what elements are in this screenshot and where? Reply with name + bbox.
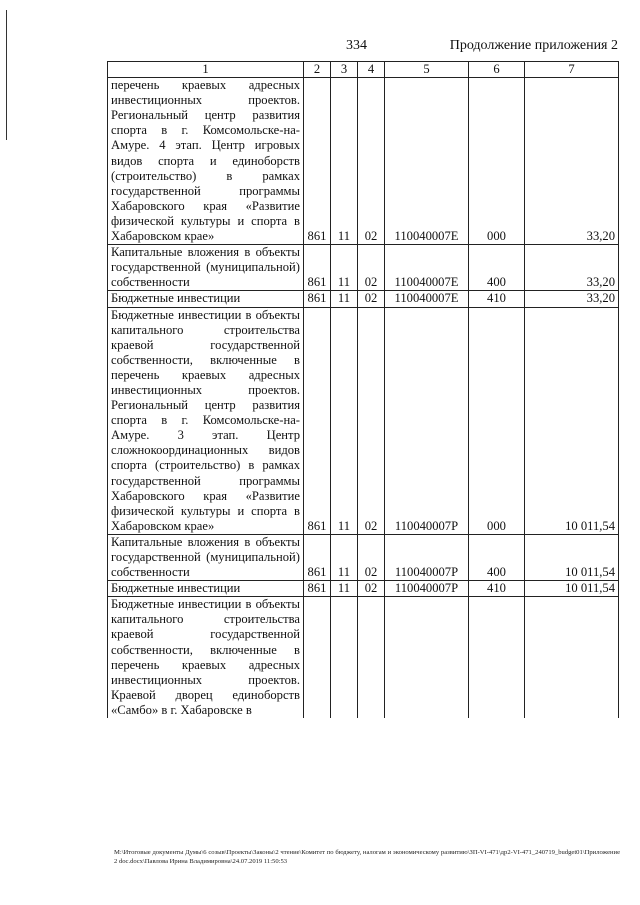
column-header: 3 (331, 62, 358, 78)
cell-amount: 10 011,54 (525, 534, 619, 580)
cell-c6: 400 (469, 245, 525, 291)
cell-c4: 02 (358, 245, 385, 291)
cell-c5: 110040007Р (385, 581, 469, 597)
table-row (108, 534, 619, 580)
cell-c6: 410 (469, 291, 525, 307)
column-header: 4 (358, 62, 385, 78)
file-path-footer: M:\Итоговые документы Думы\6 созыв\Проекты\Законы\2 чтение\Комитет по бюджету, налогам и экономическому развитию\ЗП-VI-471\др2-VI-471_240719_budget01\Приложение 2 doc.docx\Павлова Ирина Владимировна\24.07.2019 11:50:53 (114, 849, 620, 865)
cell-c6: 400 (469, 534, 525, 580)
budget-table (107, 61, 619, 718)
column-header: 2 (304, 62, 331, 78)
table-row (108, 581, 619, 597)
cell-c5 (385, 597, 469, 718)
table-row (108, 597, 619, 718)
cell-c4 (358, 597, 385, 718)
page-number: 334 (346, 38, 367, 53)
table-row (108, 307, 619, 534)
cell-c3: 11 (331, 534, 358, 580)
cell-c2: 861 (304, 78, 331, 245)
cell-c3: 11 (331, 245, 358, 291)
table-header-row (108, 62, 619, 78)
cell-amount: 10 011,54 (525, 581, 619, 597)
row-name: Капитальные вложения в объекты государственной (муниципальной) собственности (108, 245, 304, 291)
cell-c4: 02 (358, 307, 385, 534)
cell-c3: 11 (331, 307, 358, 534)
row-name: Бюджетные инвестиции (108, 581, 304, 597)
cell-amount: 33,20 (525, 245, 619, 291)
cell-c2: 861 (304, 581, 331, 597)
row-name: перечень краевых адресных инвестиционных проектов. Региональный центр развития спорта в г. Комсомольске-на-Амуре. 4 этап. Центр игровых видов спорта и единоборств (строительство) в рамках государственной программы Хабаровского края «Развитие физической культуры и спорта в Хабаровском крае» (108, 78, 304, 245)
cell-c5: 110040007Е (385, 245, 469, 291)
cell-c3: 11 (331, 78, 358, 245)
row-name: Бюджетные инвестиции в объекты капитального строительства краевой государственной собственности, включенные в перечень краевых адресных инвестиционных проектов. Региональный центр развития спорта в г. Комсомольске-на-Амуре. 3 этап. Центр сложнокоординационных видов спорта (строительство) в рамках государственной программы Хабаровского края «Развитие физической культуры и спорта в Хабаровском крае» (108, 307, 304, 534)
cell-c2 (304, 597, 331, 718)
cell-c3: 11 (331, 581, 358, 597)
table-row (108, 291, 619, 307)
cell-c4: 02 (358, 534, 385, 580)
column-header: 7 (525, 62, 619, 78)
cell-c2: 861 (304, 307, 331, 534)
cell-c3: 11 (331, 291, 358, 307)
column-header: 6 (469, 62, 525, 78)
cell-amount: 10 011,54 (525, 307, 619, 534)
cell-c2: 861 (304, 291, 331, 307)
column-header: 1 (108, 62, 304, 78)
cell-c4: 02 (358, 78, 385, 245)
row-name: Бюджетные инвестиции в объекты капитального строительства краевой государственной собственности, включенные в перечень краевых адресных инвестиционных проектов. Краевой дворец единоборств «Самбо» в г. Хабаровске в (108, 597, 304, 718)
table-row (108, 78, 619, 245)
cell-c2: 861 (304, 245, 331, 291)
cell-c2: 861 (304, 534, 331, 580)
cell-c5: 110040007Е (385, 291, 469, 307)
cell-c6: 410 (469, 581, 525, 597)
row-name: Капитальные вложения в объекты государственной (муниципальной) собственности (108, 534, 304, 580)
cell-c5: 110040007Р (385, 307, 469, 534)
cell-c5: 110040007Р (385, 534, 469, 580)
cell-c3 (331, 597, 358, 718)
cell-c4: 02 (358, 581, 385, 597)
margin-line (6, 10, 7, 140)
column-header: 5 (385, 62, 469, 78)
cell-amount: 33,20 (525, 78, 619, 245)
cell-c6: 000 (469, 78, 525, 245)
cell-amount: 33,20 (525, 291, 619, 307)
cell-c6 (469, 597, 525, 718)
table-row (108, 245, 619, 291)
cell-c4: 02 (358, 291, 385, 307)
cell-amount (525, 597, 619, 718)
cell-c6: 000 (469, 307, 525, 534)
cell-c5: 110040007Е (385, 78, 469, 245)
continuation-title: Продолжение приложения 2 (449, 38, 618, 53)
row-name: Бюджетные инвестиции (108, 291, 304, 307)
